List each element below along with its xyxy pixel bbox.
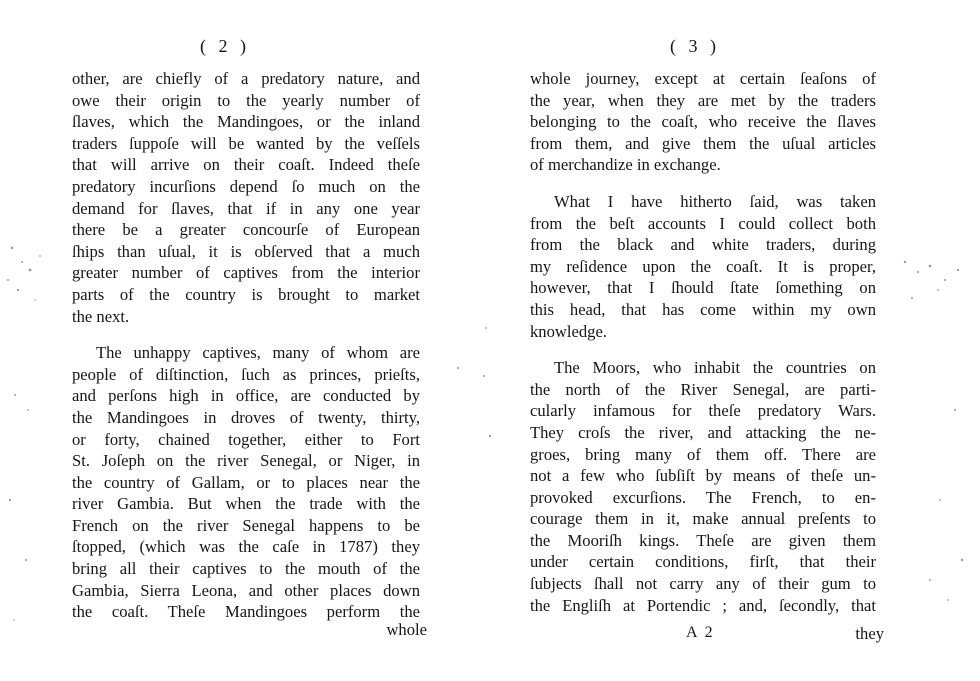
text-line: French on the river Senegal happens to be [72, 515, 420, 535]
text-line: The Moors, who inhabit the countries on [554, 358, 876, 378]
text-line: from them, and give them the uſual articles [530, 133, 876, 153]
text-line: St. Joſeph on the river Senegal, or Niger, in [72, 451, 420, 471]
page-number-3: ( 3 ) [670, 36, 720, 56]
text-line: ſlaves, which the Mandingoes, or the inland [72, 112, 420, 132]
text-line: the country of Gallam, or to places near the [72, 472, 420, 492]
text-line: the Mooriſh kings. Theſe are given them [530, 530, 876, 550]
page-number-2: ( 2 ) [200, 36, 250, 56]
text-line: cularly infamous for theſe predatory Wars. [530, 401, 876, 421]
text-line: ſhips than uſual, it is obſerved that a much [72, 241, 420, 261]
catchword: whole [386, 620, 427, 639]
text-line: river Gambia. But when the trade with the [72, 494, 420, 514]
text-line: that will arrive on their coaſt. Indeed theſe [72, 155, 420, 175]
text-line: and perſons high in office, are conducted by [72, 386, 420, 406]
text-line: bring all their captives to the mouth of the [72, 559, 420, 579]
text-line: the year, when they are met by the traders [530, 90, 876, 110]
signature-mark: A 2 [686, 624, 715, 641]
text-line: courage them in it, make annual preſents to [530, 509, 876, 529]
text-line: the next. [72, 306, 130, 326]
text-line: demand for ſlaves, that if in any one year [72, 198, 420, 218]
text-line: traders ſuppoſe will be wanted by the veſſels [72, 133, 420, 153]
text-line: greater number of captives from the interior [72, 263, 420, 283]
text-line: predatory incurſions depend ſo much on the [72, 176, 420, 196]
text-line: there be a greater concourſe of European [72, 220, 420, 240]
text-line: The unhappy captives, many of whom are [96, 343, 420, 363]
text-line: not a few who ſubſiſt by means of theſe un- [530, 466, 876, 486]
speckle-dots [7, 247, 963, 621]
text-line: ſubjects ſhall not carry any of their gum to [530, 574, 876, 594]
text-line: my reſidence upon the coaſt. It is proper, [530, 256, 876, 276]
text-line: other, are chiefly of a predatory nature, and [72, 69, 420, 88]
text-line: the north of the River Senegal, are parti- [530, 379, 876, 399]
text-line: provoked excurſions. The French, to en- [530, 487, 876, 507]
catchword: they [855, 624, 884, 643]
text-line: of merchandize in exchange. [530, 155, 721, 175]
text-line: groes, bring many of them off. There are [530, 444, 876, 464]
text-line: whole journey, except at certain ſeaſons of [530, 69, 876, 88]
text-line: What I have hitherto ſaid, was taken [554, 191, 876, 211]
text-line: They croſs the river, and attacking the ne- [530, 422, 876, 442]
text-line: knowledge. [530, 321, 607, 341]
text-line: from the beſt accounts I could collect both [530, 213, 876, 233]
text-line: from the black and white traders, during [530, 235, 876, 255]
text-line: Gambia, Sierra Leona, and other places down [72, 580, 420, 600]
text-line: or forty, chained together, either to Fort [72, 429, 420, 449]
text-line: ſtopped, (which was the caſe in 1787) they [72, 537, 420, 557]
text-line: this head, that has come within my own [530, 299, 876, 319]
text-line: the Mandingoes in droves of twenty, thirty, [72, 407, 420, 427]
text-line: however, that I ſhould ſtate ſomething on [530, 278, 876, 298]
text-line: the Engliſh at Portendic ; and, ſecondly, that [530, 595, 876, 615]
text-line: belonging to the coaſt, who receive the ſlaves [530, 112, 876, 132]
text-line: under certain conditions, firſt, that their [530, 552, 876, 572]
text-line: owe their origin to the yearly number of [72, 90, 420, 110]
text-line: the coaſt. Theſe Mandingoes perform the [72, 602, 420, 622]
text-line: people of diſtinction, ſuch as princes, prieſts, [72, 364, 420, 384]
text-line: parts of the country is brought to market [72, 284, 420, 304]
